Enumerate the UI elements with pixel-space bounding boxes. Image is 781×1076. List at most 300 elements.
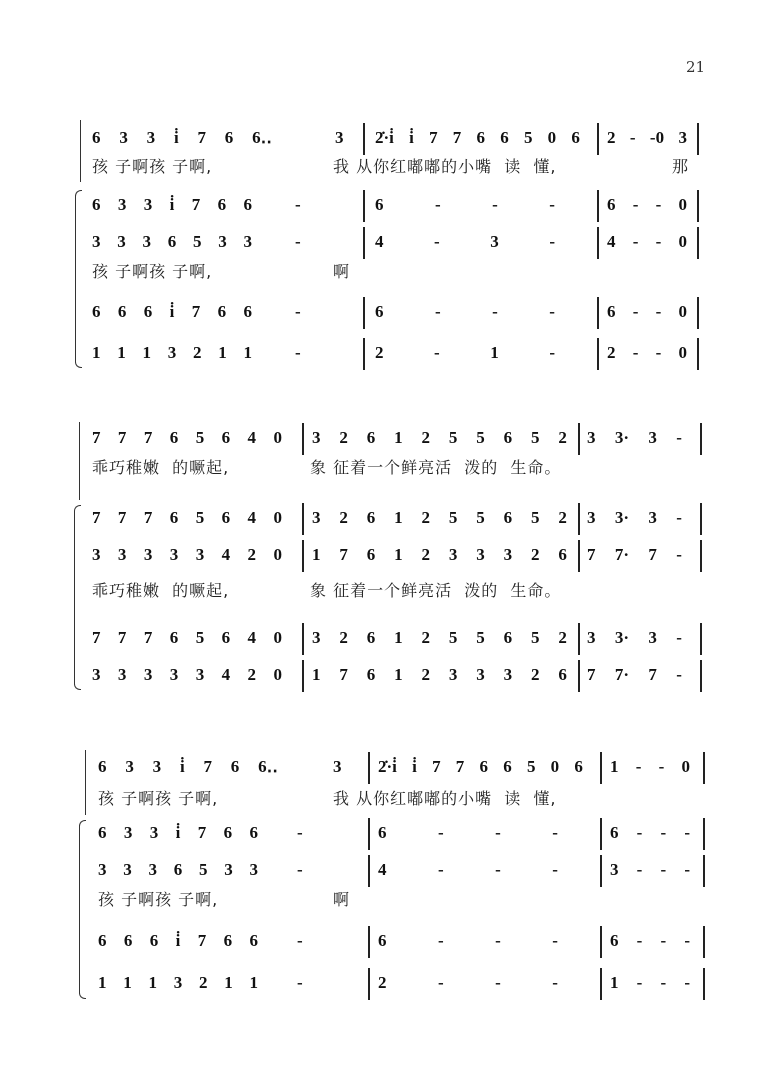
- note-group: [312, 426, 567, 450]
- note: 3: [117, 665, 127, 684]
- note-group: [375, 300, 555, 324]
- note: 5: [193, 232, 202, 251]
- note-group: [375, 126, 580, 150]
- note: -: [495, 973, 501, 992]
- note: -: [676, 665, 682, 684]
- barline: [597, 338, 599, 370]
- note: -: [549, 195, 555, 214]
- note: -: [684, 973, 690, 992]
- note: 3: [117, 545, 127, 564]
- note: 5: [476, 508, 485, 527]
- note: 3: [610, 860, 619, 879]
- note: 3: [117, 232, 126, 251]
- note: -: [297, 973, 303, 992]
- note: 0: [273, 545, 282, 564]
- note: -: [655, 232, 662, 251]
- note: 6: [92, 195, 101, 214]
- note: 6: [607, 302, 616, 321]
- note: 6: [375, 195, 384, 214]
- note: 6: [571, 128, 580, 147]
- note: 6: [223, 823, 233, 842]
- note: -: [552, 973, 558, 992]
- note: -: [437, 931, 444, 950]
- note: i̇: [169, 302, 175, 321]
- note: 6: [503, 508, 513, 527]
- note-group: [92, 193, 252, 217]
- note: 5: [531, 508, 540, 527]
- note-group: [610, 971, 690, 995]
- note-group: [92, 663, 282, 687]
- note: 7: [143, 628, 153, 647]
- note: 2: [247, 545, 257, 564]
- barline: [363, 190, 365, 222]
- note: 6: [378, 931, 387, 950]
- note-group: [607, 126, 687, 150]
- melody-staff-line: [80, 120, 81, 182]
- note: 4: [221, 665, 231, 684]
- note: -: [549, 302, 555, 321]
- note: 4: [247, 428, 257, 447]
- note: 3: [218, 232, 227, 251]
- barline: [578, 423, 580, 455]
- note: 3: [148, 860, 157, 879]
- note: 1: [394, 545, 403, 564]
- note: 3: [119, 128, 128, 147]
- note: 3·: [614, 508, 630, 527]
- note: 7: [648, 545, 657, 564]
- note-group: [98, 821, 258, 845]
- note: -: [295, 343, 301, 362]
- note: -: [658, 757, 665, 776]
- note: 6: [230, 757, 240, 776]
- barline: [368, 752, 370, 784]
- note: -: [434, 302, 441, 321]
- note: 3: [587, 428, 596, 447]
- note: -: [660, 973, 667, 992]
- note-group: [378, 929, 558, 953]
- note: -: [635, 757, 642, 776]
- barline: [578, 623, 580, 655]
- note: -: [676, 428, 682, 447]
- note: 5: [531, 428, 540, 447]
- barline: [597, 190, 599, 222]
- barline: [703, 818, 705, 850]
- note: 7: [339, 665, 348, 684]
- note: -: [495, 931, 501, 950]
- barline: [302, 623, 304, 655]
- note: 1: [123, 973, 132, 992]
- barline: [600, 968, 602, 1000]
- note: -: [297, 931, 303, 950]
- barline: [578, 540, 580, 572]
- note: -: [684, 931, 690, 950]
- note: 5: [523, 128, 533, 147]
- note: 0: [678, 232, 687, 251]
- note: 0: [550, 757, 560, 776]
- note: 2: [378, 973, 387, 992]
- note: 3: [476, 545, 485, 564]
- note-group: [312, 543, 567, 567]
- choir-bracket: [74, 505, 81, 690]
- note: 2̇·i̇: [375, 128, 394, 147]
- note: 6: [224, 128, 234, 147]
- note: 7: [143, 428, 153, 447]
- note: 6: [221, 508, 231, 527]
- note: -: [684, 823, 690, 842]
- note: 7: [191, 302, 201, 321]
- barline: [700, 423, 702, 455]
- note: i̇: [175, 931, 181, 950]
- note: 1: [148, 973, 157, 992]
- note: 1: [142, 343, 151, 362]
- barline: [363, 297, 365, 329]
- note: 5: [195, 508, 205, 527]
- note: -: [295, 232, 301, 251]
- note: 7: [648, 665, 657, 684]
- note: -: [437, 973, 444, 992]
- note-group: [607, 300, 687, 324]
- note: -: [495, 823, 501, 842]
- note: 7: [117, 508, 127, 527]
- note: 3: [142, 232, 151, 251]
- note-group: [610, 755, 690, 779]
- note: 2: [421, 665, 430, 684]
- note: 3: [312, 508, 321, 527]
- note: 3: [149, 823, 159, 842]
- note-group: [92, 506, 282, 530]
- note: 2̇·i̇: [378, 757, 397, 776]
- note: 0: [273, 665, 282, 684]
- barline: [697, 338, 699, 370]
- note: 1: [610, 973, 619, 992]
- note: 2: [375, 343, 384, 362]
- lyric-text: 象 征着一个鲜亮活 泼的 生命。: [310, 458, 562, 477]
- note: 6: [169, 428, 179, 447]
- note: 6: [558, 665, 567, 684]
- note-group: [375, 230, 555, 254]
- note-group: [92, 300, 252, 324]
- note: 2: [247, 665, 257, 684]
- note: -: [297, 823, 303, 842]
- note: 6: [574, 757, 583, 776]
- note: 6: [375, 302, 384, 321]
- note: 3: [448, 665, 458, 684]
- note-group: [92, 230, 252, 254]
- note: 3: [117, 195, 127, 214]
- note: 3: [503, 545, 513, 564]
- barline: [302, 660, 304, 692]
- note: -: [636, 860, 643, 879]
- note: -: [632, 302, 639, 321]
- note: -: [660, 931, 667, 950]
- note: 3: [169, 665, 179, 684]
- note: -: [684, 860, 690, 879]
- note-group: [587, 506, 682, 530]
- note: 4: [247, 508, 257, 527]
- note: -: [434, 232, 440, 251]
- note-group: [607, 230, 687, 254]
- note-group: [587, 543, 682, 567]
- note-group: [312, 506, 567, 530]
- note: 6: [366, 545, 376, 564]
- barline: [703, 968, 705, 1000]
- note-group: [312, 626, 567, 650]
- barline: [363, 338, 365, 370]
- note: 1: [394, 628, 403, 647]
- note-group: [98, 929, 258, 953]
- note-group: [607, 193, 687, 217]
- note-group: [378, 971, 558, 995]
- note-group: [92, 341, 252, 365]
- note: 2: [339, 628, 348, 647]
- note: 1: [312, 665, 321, 684]
- note-group: [297, 858, 312, 882]
- note: 7: [191, 195, 201, 214]
- note: 5: [531, 628, 540, 647]
- note: 4: [378, 860, 387, 879]
- note: 3: [587, 628, 596, 647]
- choir-bracket: [79, 820, 86, 999]
- note: 3: [123, 860, 132, 879]
- barline: [363, 123, 365, 155]
- note-group: [375, 193, 555, 217]
- note: 6: [249, 823, 258, 842]
- note-group: [610, 821, 690, 845]
- lyric-text: 孩 子啊孩 子啊,: [98, 890, 219, 909]
- barline: [703, 855, 705, 887]
- note-group: [312, 663, 567, 687]
- note: 6: [607, 195, 616, 214]
- barline: [302, 540, 304, 572]
- note: 1: [394, 665, 403, 684]
- note-group: [98, 858, 258, 882]
- note: 6: [98, 823, 107, 842]
- note: -0: [649, 128, 665, 147]
- note: 6: [243, 195, 252, 214]
- note: -: [297, 860, 303, 879]
- note: 6: [117, 302, 127, 321]
- note: 3: [143, 665, 153, 684]
- note: 6: [610, 823, 619, 842]
- note: 1: [394, 508, 403, 527]
- note-group: [587, 626, 682, 650]
- note: 3: [146, 128, 156, 147]
- note: -: [636, 973, 643, 992]
- note-group: [295, 193, 310, 217]
- note: 6: [249, 931, 258, 950]
- note: 7: [203, 757, 212, 776]
- note: 7: [92, 628, 101, 647]
- note: 2: [339, 428, 348, 447]
- note: 6: [123, 931, 133, 950]
- note: -: [552, 823, 558, 842]
- note: 7: [339, 545, 348, 564]
- note: 1: [249, 973, 258, 992]
- note: -: [295, 195, 301, 214]
- note: 5: [195, 428, 205, 447]
- note: 2: [607, 128, 616, 147]
- note: 6: [503, 428, 513, 447]
- note: 3: [152, 757, 162, 776]
- note: -: [660, 860, 667, 879]
- barline: [700, 660, 702, 692]
- barline: [578, 503, 580, 535]
- note: i̇: [412, 757, 417, 776]
- note: -: [434, 343, 440, 362]
- note: 3·: [614, 628, 630, 647]
- note: -: [676, 508, 682, 527]
- note: i̇: [169, 195, 175, 214]
- note: 6‥: [258, 757, 278, 776]
- note-group: [92, 626, 282, 650]
- note: -: [629, 128, 636, 147]
- note: 6: [221, 428, 231, 447]
- note-group: [98, 971, 258, 995]
- note: 0: [678, 195, 687, 214]
- note: 2: [607, 343, 616, 362]
- note: 5: [195, 628, 205, 647]
- note: 3: [648, 628, 657, 647]
- note: 3: [143, 195, 153, 214]
- note: 7: [432, 757, 441, 776]
- barline: [578, 660, 580, 692]
- note: 1: [92, 343, 101, 362]
- note: -: [655, 195, 662, 214]
- note: 2: [558, 428, 567, 447]
- barline: [697, 297, 699, 329]
- note: 6: [366, 665, 376, 684]
- note: 6: [167, 232, 177, 251]
- note: 0: [547, 128, 557, 147]
- note: 2: [421, 545, 430, 564]
- barline: [368, 818, 370, 850]
- barline: [703, 926, 705, 958]
- note: 6: [98, 757, 107, 776]
- note: 6: [366, 428, 376, 447]
- note-group: [375, 341, 555, 365]
- note: 4: [247, 628, 257, 647]
- note-group: [295, 300, 310, 324]
- note: 6: [217, 302, 227, 321]
- note: 6: [169, 628, 179, 647]
- lyric-text: 啊: [333, 890, 351, 909]
- note: 3: [92, 665, 101, 684]
- note-group: [607, 341, 687, 365]
- barline: [703, 752, 705, 784]
- note: 1: [117, 343, 126, 362]
- barline: [597, 227, 599, 259]
- note-group: [610, 929, 690, 953]
- lyric-text: 乖巧稚嫩 的噘起,: [92, 581, 230, 600]
- note: i̇: [179, 757, 185, 776]
- barline: [597, 123, 599, 155]
- note: 0: [678, 302, 687, 321]
- note: 6‥: [252, 128, 272, 147]
- note: -: [552, 931, 558, 950]
- note: 6: [223, 931, 233, 950]
- note-group: [98, 755, 278, 779]
- note: 6: [558, 545, 567, 564]
- barline: [600, 855, 602, 887]
- note: 3: [335, 128, 344, 147]
- note: 5: [476, 628, 485, 647]
- barline: [597, 297, 599, 329]
- note: 7: [587, 665, 596, 684]
- note: 6: [243, 302, 252, 321]
- note: 6: [98, 931, 107, 950]
- melody-staff-line: [85, 750, 86, 815]
- note: 7: [117, 428, 127, 447]
- note: 3: [448, 545, 458, 564]
- barline: [600, 818, 602, 850]
- note: 3: [249, 860, 258, 879]
- lyric-text: 啊: [333, 262, 351, 281]
- note: -: [676, 628, 682, 647]
- note: 1: [610, 757, 619, 776]
- note: 6: [503, 628, 513, 647]
- note: 0: [678, 343, 687, 362]
- note-group: [378, 821, 558, 845]
- lyric-text: 我 从你红嘟嘟的小嘴 读 懂,: [333, 789, 557, 808]
- barline: [368, 968, 370, 1000]
- note: -: [552, 860, 558, 879]
- note-group: [587, 663, 682, 687]
- note: 3: [92, 545, 101, 564]
- note: 3: [648, 428, 657, 447]
- note: 3: [312, 628, 321, 647]
- note: 3: [243, 232, 252, 251]
- barline: [302, 423, 304, 455]
- note: 3: [169, 545, 179, 564]
- note: 6: [610, 931, 619, 950]
- note: 7: [429, 128, 438, 147]
- note-group: [92, 126, 272, 150]
- lyric-text: 孩 子啊孩 子啊,: [92, 157, 213, 176]
- note: 2: [531, 665, 540, 684]
- note: 5: [476, 428, 485, 447]
- note: 7: [92, 428, 101, 447]
- note-group: [378, 858, 558, 882]
- note: 3: [98, 860, 107, 879]
- note: -: [495, 860, 501, 879]
- note: 7: [143, 508, 153, 527]
- lyric-text: 乖巧稚嫩 的噘起,: [92, 458, 230, 477]
- note: 7: [587, 545, 596, 564]
- note-group: [92, 543, 282, 567]
- note: 3: [476, 665, 485, 684]
- note-group: [295, 341, 310, 365]
- note: 3: [167, 343, 177, 362]
- note: 2: [421, 428, 430, 447]
- barline: [363, 227, 365, 259]
- note: 7·: [614, 545, 630, 564]
- note: 7: [197, 823, 207, 842]
- note: -: [295, 302, 301, 321]
- note: 2: [339, 508, 348, 527]
- note: -: [492, 195, 498, 214]
- note: 6: [476, 128, 486, 147]
- note: 6: [92, 302, 101, 321]
- note-group: [297, 929, 312, 953]
- note: 2: [558, 628, 567, 647]
- note: 7: [92, 508, 101, 527]
- note: 2: [531, 545, 540, 564]
- note: 3: [490, 232, 499, 251]
- note-group: [335, 126, 350, 150]
- note: 6: [503, 757, 512, 776]
- note: 2: [421, 628, 430, 647]
- note: 6: [92, 128, 101, 147]
